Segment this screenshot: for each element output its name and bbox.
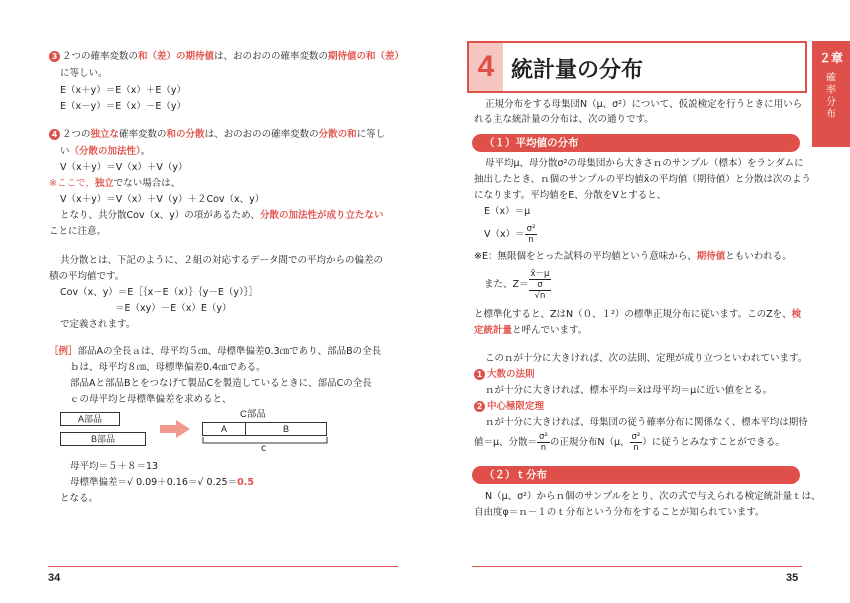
paragraph: このｎが十分に大きければ、次の法則、定理が成り立つといわれています。 xyxy=(485,353,808,364)
answer-mean: 母平均＝５＋８＝13 xyxy=(70,461,159,472)
section-header xyxy=(467,41,807,93)
paragraph: と標準化すると、ZはN（０、１²）の標準正規分布に従います。このZを、検 xyxy=(474,309,802,320)
example-line3: 部品Aと部品Bとをつなげて製品Cを製造しているときに、部品Cの全長 xyxy=(70,378,372,389)
equation: E（x＋y）＝E（x）＋E（y） xyxy=(60,85,186,96)
section-number: 4 xyxy=(469,43,503,91)
rule-3-line2: に等しい。 xyxy=(60,68,108,79)
example-line1: ［例］部品Aの全長ａは、母平均５㎝、母標準偏差0.3㎝であり、部品Bの全長 xyxy=(49,346,382,357)
equation: V（x＋y）＝V（x）＋V（y）＋２Cov（x、y） xyxy=(60,194,265,205)
intro-line1: 正規分布をする母集団N（μ、σ²）について、仮説検定を行うときに用いら xyxy=(485,99,803,110)
footer-rule xyxy=(48,566,398,567)
chapter-number: ２章 xyxy=(818,51,843,65)
example-line2: ｂは、母平均８㎝、母標準偏差0.4㎝である。 xyxy=(70,362,266,373)
subsection-heading: （１）平均値の分布 xyxy=(472,134,800,152)
note-line4: ことに注意。 xyxy=(49,226,107,237)
number-badge: 1 xyxy=(474,369,485,380)
section-title: 統計量の分布 xyxy=(511,58,644,83)
number-badge: 4 xyxy=(49,129,60,140)
rule-3-line1: 3 ２つの確率変数の和（差）の期待値は、おのおのの確率変数の期待値の和（差） xyxy=(49,50,404,64)
intro-line2: れる主な統計量の分布は、次の通りです。 xyxy=(474,114,654,125)
answer-sd: 母標準偏差＝√ 0.09＋0.16＝√ 0.25＝0.5 xyxy=(70,477,254,488)
note: ※E：無限個をとった試料の平均値という意味から、期待値ともいわれる。 xyxy=(474,251,792,262)
part-c-segment-b: B xyxy=(245,422,327,436)
paragraph: N（μ、σ²）からｎ個のサンプルをとり、次の式で与えられる検定統計量ｔは、 xyxy=(485,491,821,502)
rule-4-line2: い（分散の加法性）。 xyxy=(60,146,151,157)
z-equation: また、Z＝ x̄－μ σ √n xyxy=(484,268,550,301)
note-line3: となり、共分散Cov（x、y）の項があるため、分散の加法性が成り立たない xyxy=(60,210,384,221)
example-line4: ｃの母平均と母標準偏差を求めると、 xyxy=(70,394,232,405)
equation: V（x＋y）＝V（x）＋V（y） xyxy=(60,162,188,173)
chapter-tab xyxy=(812,41,850,147)
paragraph: で定義されます。 xyxy=(60,319,136,330)
paragraph: 積の平均値です。 xyxy=(49,271,125,282)
equation: Cov（x、y）＝E［｛x－E（x）｝｛y－E（y）｝］ xyxy=(60,287,259,298)
law-heading: 2 中心極限定理 xyxy=(474,400,544,414)
page-number: 35 xyxy=(786,572,799,584)
paragraph: 抽出したとき、ｎ個のサンプルの平均値x̄の平均値（期待値）と分散は次のよう xyxy=(474,174,811,185)
equation: V（x）＝ $\frac{\text{σ²}}{n}$ xyxy=(484,224,536,245)
equation: E（x－y）＝E（x）－E（y） xyxy=(60,101,186,112)
number-badge: 3 xyxy=(49,51,60,62)
answer-end: となる。 xyxy=(60,493,99,504)
paragraph: 母平均μ、母分散σ²の母集団から大きさｎのサンプル（標本）をランダムに xyxy=(485,158,804,169)
paragraph: になります。平均値をE、分散をVとすると、 xyxy=(474,190,667,201)
part-c-label: C部品 xyxy=(240,409,266,420)
part-b-box: B部品 xyxy=(60,432,146,446)
law-text: ｎが十分に大きければ、母集団の従う確率分布に関係なく、標本平均は期待 xyxy=(485,417,808,428)
law-text: ｎが十分に大きければ、標本平均＝x̄は母平均＝μに近い値をとる。 xyxy=(485,385,773,396)
part-c-segment-a: A xyxy=(202,422,246,436)
subsection-heading: （２）ｔ分布 xyxy=(472,466,800,484)
paragraph: 共分散とは、下記のように、２組の対応するデータ間での平均からの偏差の xyxy=(60,255,384,266)
page-number: 34 xyxy=(48,572,61,584)
law-heading: 1 大数の法則 xyxy=(474,368,535,382)
equation: ＝E（xy）－E（x）E（y） xyxy=(115,303,232,314)
part-a-box: A部品 xyxy=(60,412,120,426)
number-badge: 2 xyxy=(474,401,485,412)
paragraph: 自由度φ＝ｎ－１のｔ分布という分布をすることが知られています。 xyxy=(474,507,765,518)
rule-4-line1: 4 ２つの独立な確率変数の和の分散は、おのおのの確率変数の分散の和に等し xyxy=(49,128,385,142)
arrow-right-icon xyxy=(160,420,190,438)
paragraph: 定統計量と呼んでいます。 xyxy=(474,325,588,336)
chapter-name: 確 率 分 布 xyxy=(826,73,836,120)
note-line1: ※ここで、独立でない場合は、 xyxy=(49,178,181,189)
law-text: 値＝μ、分散＝ $\frac{\text{σ²}}{n}$ の正規分布N（μ、 $\frac{\text{σ²}}{n}$ ）に従うとみなすことができる。 xyxy=(474,432,785,453)
footer-rule xyxy=(472,566,802,567)
length-label: c xyxy=(261,443,267,454)
equation: E（x）＝μ xyxy=(484,206,531,217)
